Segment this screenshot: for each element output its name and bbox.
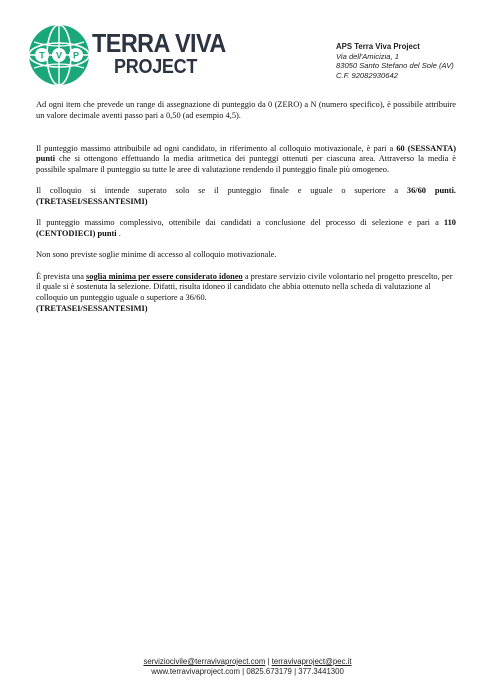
address-city: 83050 Santo Stefano del Sole (AV): [336, 61, 454, 71]
footer-pec-link[interactable]: terravivaproject@pec.it: [271, 657, 352, 666]
p6-text-a: È prevista una: [36, 271, 87, 281]
paragraph-suitability-threshold: [36, 272, 456, 315]
p6-bold-fraction: (TRETASEI/SESSANTESIMI): [36, 303, 148, 313]
p6-text-c: a prestare servizio civile volontario nel progetto prescelto, per il quale si è sostenuta la selezione. Difatti, risulta idoneo il candidato che abbia ottenuto nella scheda di valutazione al colloquio un punteggio uguale o superiore a 36/60.: [36, 271, 453, 302]
p2-text-c: che si ottengono effettuando la media aritmetica dei punteggi ottenuti per ciascuna area. Attraverso la media è possibile spalmare il punteggio su tutte le aree di valutazione rendendo il punteggio finale più omogeneo.: [36, 154, 456, 174]
tax-code: C.F. 92082930642: [336, 70, 398, 80]
paragraph-max-interview-score: [36, 144, 456, 176]
paragraph-decimal-scores: Ad ogni item che prevede un range di assegnazione di punteggio da 0 (ZERO) a N (numero specifico), è possibile attribuire un valore decimale aventi passo pari a 0,50 (ad esempio 4,5).: [36, 100, 456, 120]
footer-email-link[interactable]: serviziocivile@terravivaproject.com: [143, 657, 266, 666]
globe-logo-icon: [28, 24, 90, 86]
paragraph-no-minimum: Non sono previste soglie minime di accesso al colloquio motivazionale.: [36, 250, 277, 260]
p4-bold-total: 110 (CENTODIECI) punti: [36, 218, 456, 238]
logo-letter-p: P: [72, 50, 80, 61]
paragraph-max-total-score: [36, 218, 456, 239]
logo-wordmark: [92, 30, 241, 77]
page-footer: [0, 657, 495, 677]
p4-text-a: Il punteggio massimo complessivo, ottenibile dai candidati a conclusione del processo di selezione e pari a: [36, 218, 444, 228]
p3-bold-threshold: 36/60 punti. (TRETASEI/SESSANTESIMI): [36, 186, 457, 206]
logo-letter-v: V: [55, 50, 63, 61]
spacer: [36, 132, 456, 133]
logo-letter-t: T: [39, 50, 45, 61]
organization-name: APS Terra Viva Project: [336, 42, 420, 51]
p2-text-a: Il punteggio massimo attribuibile ad ogni candidato, in riferimento al colloquio motivazionale, è pari a: [36, 143, 397, 153]
logo-line-project: PROJECT: [114, 56, 198, 78]
footer-email-line: [0, 657, 495, 667]
document-body: [36, 100, 456, 314]
organization-info: [336, 42, 476, 80]
address-street: Via dell'Amicizia, 1: [336, 51, 399, 61]
p3-text-a: Il colloquio si intende superato solo se il punteggio finale e uguale o superiore a: [36, 186, 407, 196]
p2-bold-score: 60 (SESSANTA) punti: [36, 143, 457, 164]
footer-contact-line: www.terravivaproject.com | 0825.673179 | 377.3441300: [151, 667, 344, 676]
footer-separator: |: [265, 657, 272, 666]
p4-text-c: .: [116, 229, 121, 238]
logo-line-terra-viva: TERRA VIVA: [92, 28, 226, 58]
p6-bold-underlined: soglia minima per essere considerato idoneo: [86, 271, 243, 281]
paragraph-pass-threshold: [36, 186, 456, 207]
